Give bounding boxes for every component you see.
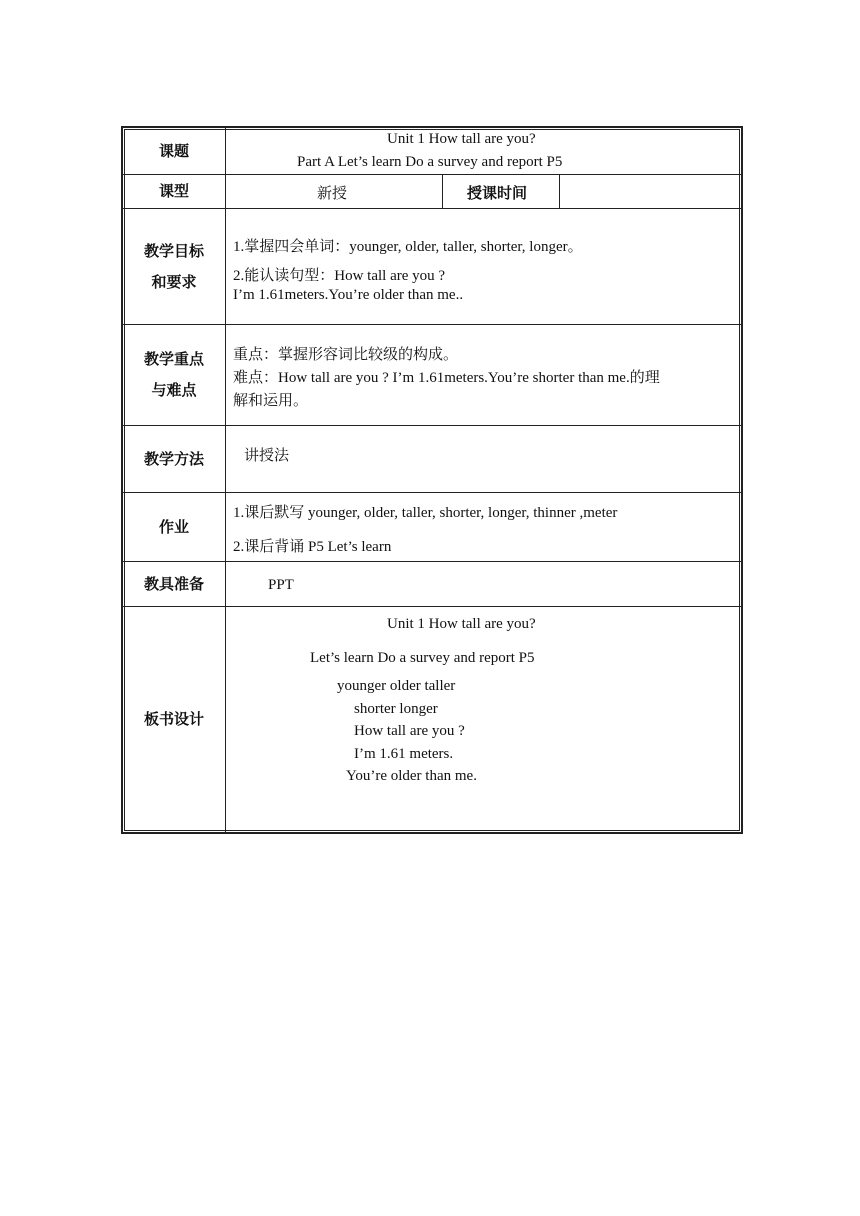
topic-subtitle: Part A Let’s learn Do a survey and report P5 <box>297 154 563 170</box>
label-column-divider <box>225 128 226 832</box>
board-line-5: How tall are you ? <box>354 723 465 739</box>
method-value: 讲授法 <box>244 448 290 464</box>
materials-value: PPT <box>268 577 294 593</box>
objectives-label: 教学目标和要求 <box>143 241 204 291</box>
teaching-time-label: 授课时间 <box>467 184 528 202</box>
objectives-line-3: I’m 1.61meters.You’re older than me.. <box>233 287 464 303</box>
homework-line-2: 2.课后背诵 P5 Let’s learn <box>233 539 392 555</box>
board-line-6: I’m 1.61 meters. <box>354 746 454 762</box>
key-point-line: 重点：掌握形容词比较级的构成。 <box>233 347 459 363</box>
materials-label: 教具准备 <box>143 574 204 593</box>
topic-title: Unit 1 How tall are you? <box>387 131 536 147</box>
board-line-2: Let’s learn Do a survey and report P5 <box>310 650 535 666</box>
column-divider <box>559 174 560 208</box>
homework-line-1: 1.课后默写 younger, older, taller, shorter, longer, thinner ,meter <box>233 505 618 521</box>
lesson-type-value: 新授 <box>317 184 348 202</box>
board-line-1: Unit 1 How tall are you? <box>387 616 536 632</box>
board-design-label: 板书设计 <box>143 710 204 728</box>
difficult-point-line: 难点：How tall are you ? I’m 1.61meters.You’re shorter than me.的理 <box>233 370 660 386</box>
board-line-7: You’re older than me. <box>346 768 477 784</box>
key-points-label: 教学重点与难点 <box>143 350 204 399</box>
homework-label: 作业 <box>158 517 189 536</box>
topic-label: 课题 <box>158 141 189 160</box>
board-line-3: younger older taller <box>337 678 456 694</box>
objectives-line-2: 2.能认读句型：How tall are you ? <box>233 268 446 284</box>
lesson-type-label: 课型 <box>158 182 189 200</box>
objectives-line-1: 1.掌握四会单词：younger, older, taller, shorter, longer。 <box>233 239 583 255</box>
board-line-4: shorter longer <box>354 701 438 717</box>
difficult-point-continuation: 解和运用。 <box>233 393 309 409</box>
column-divider <box>442 174 443 208</box>
method-label: 教学方法 <box>143 449 204 468</box>
